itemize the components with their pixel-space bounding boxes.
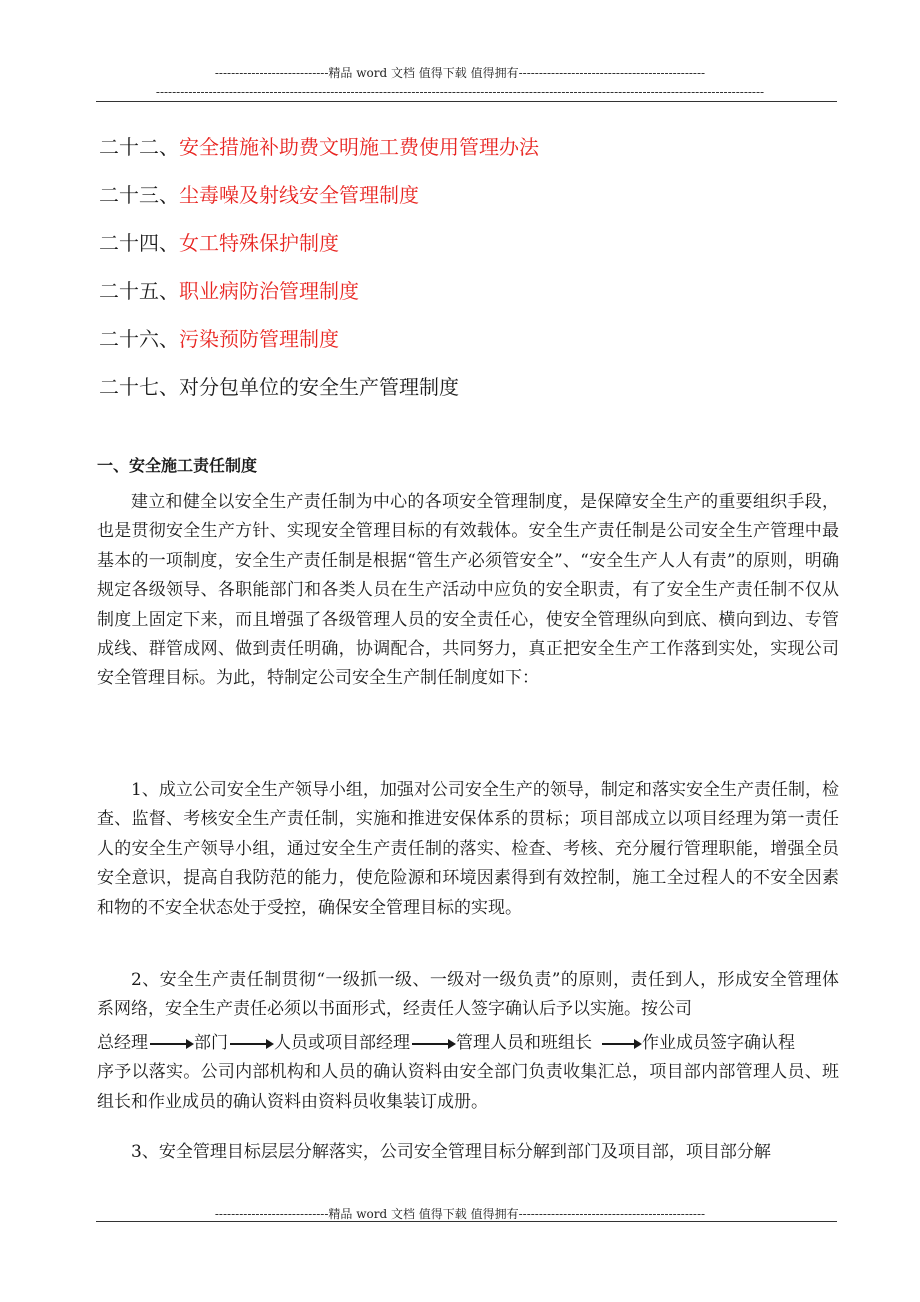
header-banner: ----------------------------精品 word 文档 值得下载 值得拥有---------------------------------------------- [214, 66, 706, 80]
header-dashes: ------------------------------------------------------------------------------------------------------------------------------------------------------ [155, 85, 765, 99]
arrow-right-icon [602, 1043, 640, 1045]
header-rule [96, 101, 837, 102]
toc-text: 安全措施补助费文明施工费使用管理办法 [179, 135, 539, 159]
chain-node: 部门 [194, 1033, 228, 1053]
footer-banner: ----------------------------精品 word 文档 值得下载 值得拥有---------------------------------------------- [214, 1207, 706, 1221]
toc-text: 尘毒噪及射线安全管理制度 [179, 183, 419, 207]
toc-item-25 [99, 279, 839, 303]
toc-text: 女工特殊保护制度 [179, 231, 339, 255]
toc-number: 二十五、 [99, 279, 179, 303]
toc-item-24 [99, 231, 839, 255]
arrow-right-icon [230, 1043, 272, 1045]
chain-node: 总经理 [97, 1033, 148, 1053]
toc-text: 污染预防管理制度 [179, 327, 339, 351]
chain-node: 人员或项目部经理 [274, 1033, 410, 1053]
toc-number: 二十六、 [99, 327, 179, 351]
toc-text: 职业病防治管理制度 [179, 279, 359, 303]
footer-rule [96, 1221, 837, 1222]
toc-item-26 [99, 327, 839, 351]
paragraph-item-2-head: 2、安全生产责任制贯彻“一级抓一级、一级对一级负责”的原则，责任到人，形成安全管理体系网络，安全生产责任必须以书面形式，经责任人签字确认后予以实施。按公司 [97, 970, 839, 1020]
arrow-right-icon [150, 1043, 192, 1045]
toc-text: 对分包单位的安全生产管理制度 [179, 375, 459, 399]
responsibility-chain [97, 1029, 839, 1058]
paragraph-item-2-tail: 序予以落实。公司内部机构和人员的确认资料由安全部门负责收集汇总，项目部内部管理人员、班组长和作业成员的确认资料由资料员收集装订成册。 [97, 1062, 839, 1112]
section-title: 一、安全施工责任制度 [97, 456, 258, 475]
arrow-right-icon [412, 1043, 454, 1045]
chain-node: 作业成员签字确认程 [642, 1033, 795, 1053]
toc-number: 二十七、 [99, 375, 179, 399]
chain-node: 管理人员和班组长 [456, 1033, 592, 1053]
paragraph-intro: 建立和健全以安全生产责任制为中心的各项安全管理制度，是保障安全生产的重要组织手段，也是贯彻安全生产方针、实现安全管理目标的有效载体。安全生产责任制是公司安全生产管理中最基本的一项制度，安全生产责任制是根据“管生产必须管安全”、“安全生产人人有责”的原则，明确规定各级领导、各职能部门和各类人员在生产活动中应负的安全职责，有了安全生产责任制不仅从制度上固定下来，而且增强了各级管理人员的安全责任心，使安全管理纵向到底、横向到边、专管成线、群管成网、做到责任明确，协调配合，共同努力，真正把安全生产工作落到实处，实现公司安全管理目标。为此，特制定公司安全生产制任制度如下： [97, 492, 839, 689]
toc-item-22 [99, 135, 839, 159]
toc-item-23 [99, 183, 839, 207]
toc-item-27 [99, 375, 839, 399]
toc-number: 二十三、 [99, 183, 179, 207]
toc-number: 二十二、 [99, 135, 179, 159]
toc-number: 二十四、 [99, 231, 179, 255]
paragraph-item-1: 1、成立公司安全生产领导小组，加强对公司安全生产的领导，制定和落实安全生产责任制，检查、监督、考核安全生产责任制，实施和推进安保体系的贯标；项目部成立以项目经理为第一责任人的安全生产领导小组，通过安全生产责任制的落实、检查、考核、充分履行管理职能，增强全员安全意识，提高自我防范的能力，使危险源和环境因素得到有效控制，施工全过程人的不安全因素和物的不安全状态处于受控，确保安全管理目标的实现。 [97, 780, 839, 918]
paragraph-item-3: 3、安全管理目标层层分解落实，公司安全管理目标分解到部门及项目部，项目部分解 [131, 1142, 771, 1162]
